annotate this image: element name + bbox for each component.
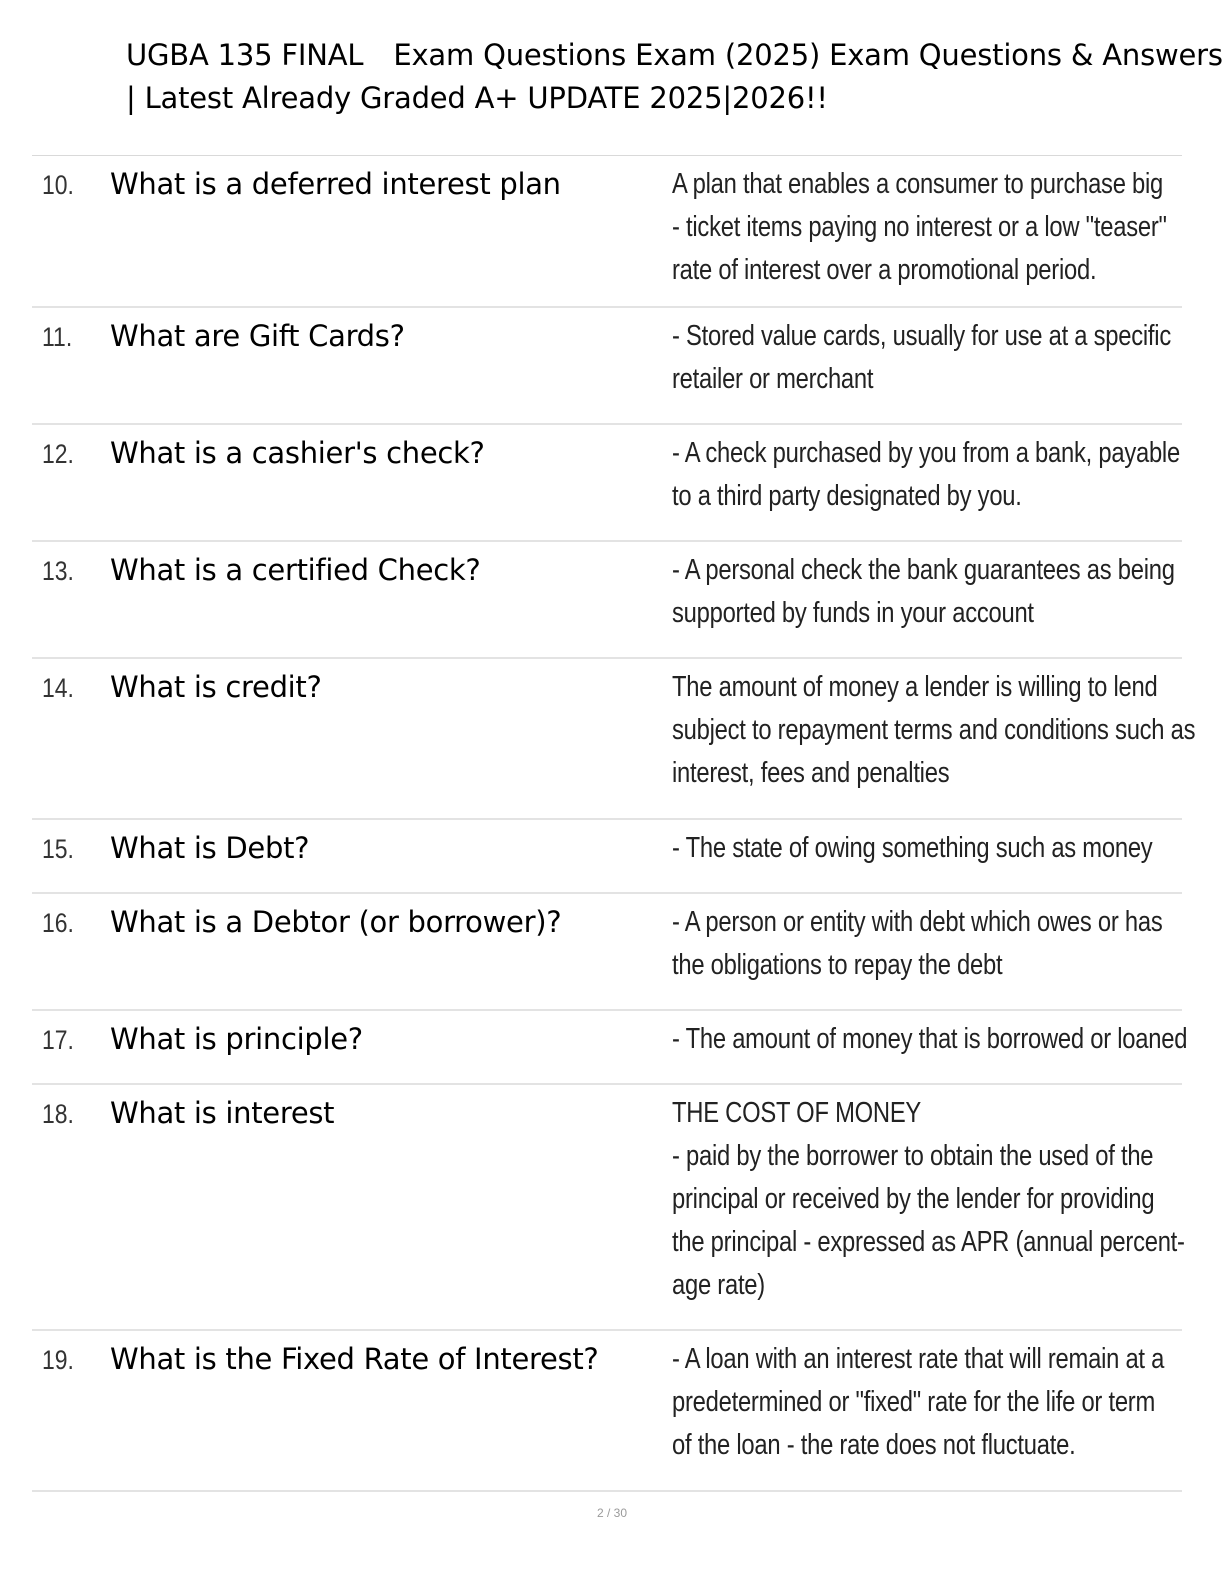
answer-line: interest, fees and penalties [672, 757, 950, 789]
answer-line: - A check purchased by you from a bank, payable [672, 437, 1180, 469]
answer-line: of the loan - the rate does not fluctuate. [672, 1429, 1076, 1461]
question-text: What is principle? [110, 1022, 363, 1056]
answer-line: - paid by the borrower to obtain the used of the [672, 1140, 1154, 1172]
question-number: 19. [42, 1345, 74, 1375]
question-number: 10. [42, 170, 74, 200]
question-number: 14. [42, 673, 74, 703]
question-number: 15. [42, 834, 74, 864]
question-number: 11. [42, 322, 73, 352]
qa-row-10 [32, 156, 1182, 308]
answer-line: - The state of owing something such as money [672, 832, 1153, 864]
header-line-2: | Latest Already Graded A+ UPDATE 2025|2026!! [126, 81, 828, 115]
answer-line: principal or received by the lender for providing [672, 1183, 1155, 1215]
answer-text [672, 666, 1196, 795]
document-header [126, 34, 1224, 120]
answer-line: - ticket items paying no interest or a low "teaser" [672, 211, 1167, 243]
answer-line: subject to repayment terms and conditions such as [672, 714, 1196, 746]
answer-line: the principal - expressed as APR (annual percent- [672, 1226, 1185, 1258]
question-number: 17. [42, 1025, 74, 1055]
question-text: What is a deferred interest plan [110, 167, 561, 201]
exam-title: Exam Questions Exam (2025) Exam Questions & Answers [393, 38, 1223, 72]
question-number: 13. [42, 556, 74, 586]
answer-line: predetermined or "fixed" rate for the life or term [672, 1386, 1156, 1418]
question-text: What are Gift Cards? [110, 319, 405, 353]
qa-row-18 [32, 1085, 1185, 1331]
qa-row-12 [32, 425, 1182, 542]
answer-line: retailer or merchant [672, 363, 874, 395]
answer-line: - A loan with an interest rate that will remain at a [672, 1343, 1165, 1375]
answer-text [672, 1092, 1185, 1307]
answer-line: age rate) [672, 1269, 765, 1301]
answer-line: rate of interest over a promotional period. [672, 254, 1097, 286]
qa-row-13 [32, 542, 1182, 659]
question-text: What is a Debtor (or borrower)? [110, 905, 562, 939]
question-number: 18. [42, 1099, 74, 1129]
answer-line: The amount of money a lender is willing to lend [672, 671, 1158, 703]
course-title: UGBA 135 FINAL [126, 38, 364, 72]
answer-line: - The amount of money that is borrowed or loaned [672, 1023, 1188, 1055]
page-number: 2 / 30 [596, 1506, 628, 1520]
question-text: What is a cashier's check? [110, 436, 485, 470]
answer-line: - A person or entity with debt which owes or has [672, 906, 1163, 938]
answer-text [672, 549, 1175, 635]
question-number: 12. [42, 439, 74, 469]
answer-line: - A personal check the bank guarantees as being [672, 554, 1175, 586]
answer-line: to a third party designated by you. [672, 480, 1022, 512]
answer-text [672, 827, 1164, 870]
answer-text [672, 163, 1167, 292]
answer-text [672, 1018, 1188, 1061]
qa-row-14 [32, 659, 1196, 820]
answer-text [672, 315, 1171, 401]
qa-row-11 [32, 308, 1182, 425]
answer-text [672, 901, 1164, 987]
question-text: What is credit? [110, 670, 322, 704]
qa-table [32, 155, 1196, 1492]
answer-text [672, 1338, 1164, 1467]
question-text: What is Debt? [110, 831, 310, 865]
qa-row-19 [32, 1331, 1182, 1492]
answer-text [672, 432, 1180, 518]
answer-line: - Stored value cards, usually for use at a specific [672, 320, 1171, 352]
answer-line: THE COST OF MONEY [672, 1097, 922, 1129]
question-text: What is the Fixed Rate of Interest? [110, 1342, 599, 1376]
question-number: 16. [42, 908, 74, 938]
qa-row-15 [32, 820, 1182, 894]
qa-row-17 [32, 1011, 1188, 1085]
answer-line: A plan that enables a consumer to purchase big [672, 168, 1164, 200]
header-line-1 [126, 34, 1224, 77]
question-text: What is a certified Check? [110, 553, 481, 587]
answer-line: supported by funds in your account [672, 597, 1034, 629]
question-text: What is interest [110, 1096, 335, 1130]
answer-line: the obligations to repay the debt [672, 949, 1003, 981]
qa-row-16 [32, 894, 1182, 1011]
